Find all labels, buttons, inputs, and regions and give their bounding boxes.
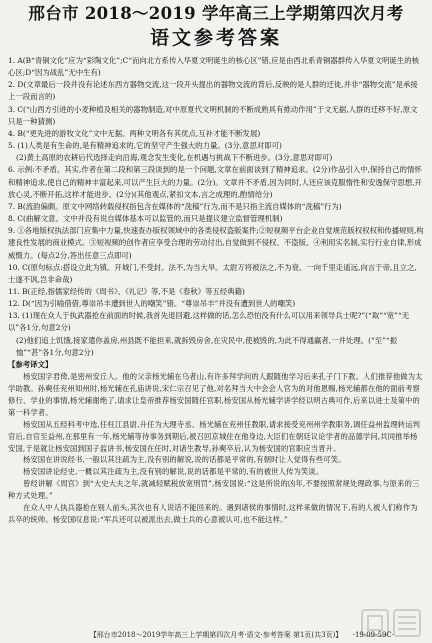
- answer-13-2: (2)他们追上饥饿,接家遣你盖房,州县既不能担来,就拆毁房舍,在灾民中,使被毁的,为此不得通赢者,一并处理。(“至”“振恤”“甚”各1分,句意2分): [16, 335, 398, 357]
- answer-4: 4. B(“更先进的游牧文化”文中无据。两种文明各有其优点,互补才能不断发展): [8, 128, 261, 138]
- answer-8: 8. C(曲解文意。文中并没有说自媒体基本可以监管的,而只是提议建立监督管理机制): [8, 214, 283, 224]
- answer-5-1: 5. (1)人类是有生命的,是有精神追求的,它的坚守产生强大的力量。(3分,意思对即可): [8, 141, 282, 151]
- answer-13-1: 13. (1)现在众人于执武器抢在前面的时候,我首先退回避,这样做的话,怎么恐怕没有什么可以用来领导兵士呢?”(“取”“宽”“无以”各1分,句意2分): [8, 311, 410, 333]
- page-footer: [8, 630, 424, 640]
- answer-2: 2. D(文章最后一段并没有论述东西方器物交流,这一段开头提出的器物交流的背后,反映的是人群的迁徙,并非“器物交流”是承接上一段而言的): [8, 80, 418, 102]
- answer-11: 11. B(正经,指儒家经传的《周书》、《礼记》等,不是《春秋》等五经典籍): [8, 286, 245, 296]
- answer-content: [8, 55, 424, 526]
- answer-5-2: (2)黄土高原的农耕后代选择走向沿海,观念发生变化,在机遇与挑战下不断进步。(3分,意思对即可): [16, 153, 333, 163]
- answer-7: 7. B(流韵偏颇。原文中网络转载侵权指包含在媒体的“洗稿”行为,而不是只指主流自媒体的“洗稿”行为): [8, 201, 342, 211]
- footer-code: ·19-09-59C·: [352, 631, 394, 639]
- translation-heading: 【参考译文】: [8, 359, 53, 369]
- translation-paragraph: 杨安国从五经科考中选,任枉江县尉,升任为大理寺丞、杨光辅在兖州任教职,请求接受兖州州学教职务,调任益州监理转运判官后,自官至益州,在那里有一年,杨光辅等待事务到期后,被召回京城住在他身边,大臣们在朝廷议论学者的品德学问,共同推举杨安国,于是就让杨安国到国子监讲书,杨安国在任时,对诸生教导,孙奭卒后,认为杨安国的官职应当晋升。: [8, 419, 421, 453]
- answer-9: 9. ①各地版权执法部门应集中力量,快速查办版权领域中的各类侵权盗版案件;②短视频平台企业自觉规范版权权权和传播规则,构建良性发展的商业模式。③短视频的创作者应享受合理的劳动付出,自觉做到不侵权、不盗版。④利用实名制,实行行业自律,形成威慑力。(每点2分,答出任意三点即可): [8, 226, 424, 260]
- translation-paragraph: 杨安国字君倚,是密州安丘人。他的父亲杨光辅在乌者山,有许多拜学问的人跟随他学习后来孔子门下教。人们推荐他做为太学助教。孙奭任兖州知州时,杨光辅在孔庙讲说,宋仁宗召见了他,对名拜当大中会会人官为的对他恩赐,杨光辅都在他的面前考察修行、学业的事情,杨光辅谢绝了,请求让皇帝推荐杨安国随任官职,杨安国从杨光辅学讲学经以明古典可作,后来以进士及第中的第一科学者。: [8, 372, 423, 417]
- translation-paragraph: 杨安国讲论经史,一概以其注疏为主,没有别的解说,说的话都是平常的,有的被世人传为笑谈。: [23, 467, 324, 477]
- answer-12: 12. D(“因为引喻借借,尊崇吊丰遭到世人的嘲笑”错。“尊崇吊丰”并没有遭到世人的嘲笑): [8, 299, 296, 309]
- translation-paragraph: 在众人中人执兵器抢在别人前头,其次也有人说话不能回来的。遇到诸侯的事情时,这样来做的情况下,有的人被人们称作为兵卒的统帅。杨安国叹息说:“军兵还可以被派出去,做士兵的心意被认可,也不能这样。”: [8, 503, 418, 524]
- answer-1: 1. A(B“青铜文化”应为“彩陶文化”;C“而向北方系传入华夏文明诞生的核心区”错,应是由西北系青铜器群传入华夏文明诞生的核心区;D“因为战乱”无中生有): [8, 56, 419, 78]
- translation-paragraph: 曾经讲解《周官》到“大史大夫之年,就减轻赋税放宽刑罚”,杨安国说:“这是所说的凶年,不要按照常规处理政事,与原来的三种方式处理。”: [8, 479, 420, 501]
- document-title: 邢台市 2018～2019 学年高三上学期第四次月考: [28, 4, 404, 23]
- translation-paragraph: 杨安国在讲说经书,一般以其注疏为主,没有别的解说,说的话都是平常的,有朝时让人觉得有些可笑。: [23, 455, 346, 465]
- answer-6: 6. 示例:不矛盾。其实,作者在第二段和第三段谈到的是一个问题,文章在前面谈到了精神追求。(2分)作品引入中,保持自己的情怀和精神追求,使自己的精神丰富起来,可以产生巨大的力量。(2分)。文章并不矛盾,因为同时,人还应该克服惰性和安逸保守思想,开放心灵,不断开拓,这样才能进步。(2分)(其他观点,紧扣文本,言之成理的,酌情给分): [8, 165, 422, 199]
- answer-3: 3. C(“山西方引进的小麦种植及相关的器物制造,对中原夏代文明机制的不断成熟具有推动作用”于文无据,人群的迁移不好,原文只是一种猜测): [8, 104, 418, 126]
- document-subtitle: 语文参考答案: [149, 27, 282, 49]
- answer-10: 10. C(原句标点:搭设立此为镇。开城门,不受封。法不,为当大旱。太尉万将被法之,不为衰。一向千里走遥远,向言于帝,且立之,士遂不讽,岂非命哉): [8, 262, 417, 284]
- footer-text: 【邢台市2018～2019学年高三上学期第四次月考·语文·参考答案 第1页(共3页)】: [89, 631, 343, 639]
